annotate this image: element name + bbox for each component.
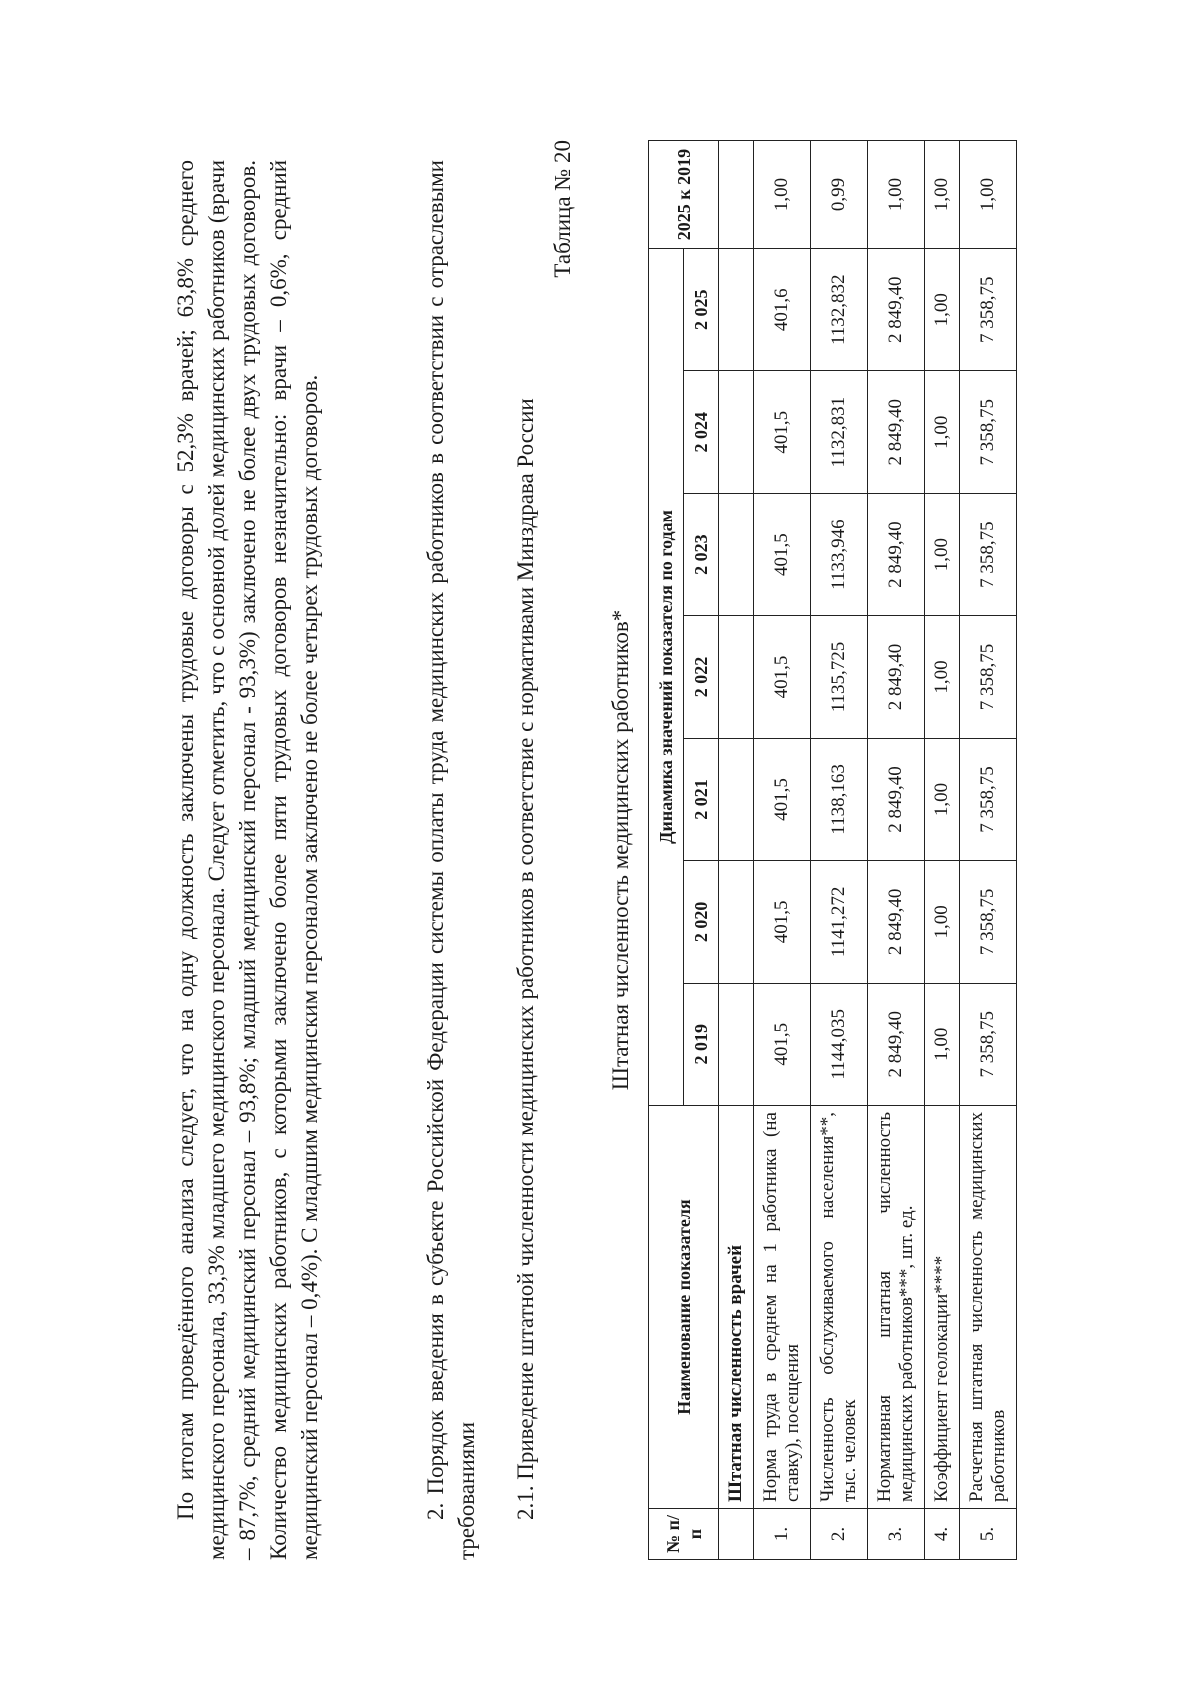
year-value: 1135,725 — [811, 616, 868, 738]
section-empty-cell — [719, 1509, 754, 1560]
table-row — [811, 141, 868, 1560]
year-value: 1,00 — [925, 861, 960, 983]
section-empty-cell — [719, 616, 754, 738]
year-value: 401,6 — [754, 249, 811, 371]
year-header: 2 022 — [684, 616, 719, 738]
table-number: Таблица № 20 — [550, 140, 575, 278]
year-value: 1138,163 — [811, 738, 868, 860]
subsection-heading-2-1: 2.1. Приведение штатной численности медицинских работников в соответствие с нормативами Минздрава России — [513, 398, 538, 1520]
staff-table — [648, 140, 1017, 1560]
year-value: 1132,831 — [811, 371, 868, 493]
year-value: 7 358,75 — [960, 861, 1017, 983]
row-number: 3. — [868, 1509, 925, 1560]
year-header: 2 023 — [684, 493, 719, 615]
year-value: 1133,946 — [811, 493, 868, 615]
section-empty-cell — [719, 249, 754, 371]
table-title: Штатная численность медицинских работников* — [608, 609, 633, 1091]
table-row — [925, 141, 960, 1560]
table-row — [960, 141, 1017, 1560]
year-value: 1,00 — [925, 371, 960, 493]
year-value: 1,00 — [925, 616, 960, 738]
section-empty-cell — [719, 493, 754, 615]
year-header: 2 025 — [684, 249, 719, 371]
section-label: Штатная численность врачей — [719, 1106, 754, 1509]
section-heading-2: 2. Порядок введения в субъекте Российской Федерации системы оплаты труда медицинских работников в соответствии с отраслевыми требованиями — [423, 160, 479, 1560]
year-value: 2 849,40 — [868, 371, 925, 493]
year-value: 7 358,75 — [960, 616, 1017, 738]
year-value: 1,00 — [925, 493, 960, 615]
indicator-name: Коэффициент геолокации**** — [925, 1106, 960, 1509]
table-row — [868, 141, 925, 1560]
year-value: 401,5 — [754, 861, 811, 983]
year-value: 401,5 — [754, 493, 811, 615]
year-value: 7 358,75 — [960, 738, 1017, 860]
indicator-name: Численность обслуживаемого населения**, тыс. человек — [811, 1106, 868, 1509]
year-header: 2 024 — [684, 371, 719, 493]
section-empty-cell — [719, 861, 754, 983]
year-value: 2 849,40 — [868, 249, 925, 371]
rotated-page — [100, 100, 1100, 1600]
header-number: № п/п — [649, 1509, 719, 1560]
header-dynamics: Динамика значений показателя по годам — [649, 249, 684, 1106]
row-number: 4. — [925, 1509, 960, 1560]
year-value: 1144,035 — [811, 983, 868, 1105]
year-value: 1141,272 — [811, 861, 868, 983]
ratio-value: 1,00 — [925, 141, 960, 249]
year-value: 1,00 — [925, 249, 960, 371]
year-header: 2 021 — [684, 738, 719, 860]
ratio-value: 1,00 — [868, 141, 925, 249]
year-value: 2 849,40 — [868, 493, 925, 615]
year-value: 1,00 — [925, 738, 960, 860]
table-row — [754, 141, 811, 1560]
ratio-value: 0,99 — [811, 141, 868, 249]
indicator-name: Нормативная штатная численность медицинских работников***, шт. ед. — [868, 1106, 925, 1509]
year-value: 401,5 — [754, 983, 811, 1105]
year-value: 1132,832 — [811, 249, 868, 371]
year-header: 2 019 — [684, 983, 719, 1105]
header-ratio: 2025 к 2019 — [649, 141, 719, 249]
header-indicator-name: Наименование показателя — [649, 1106, 719, 1509]
year-value: 401,5 — [754, 738, 811, 860]
year-value: 7 358,75 — [960, 371, 1017, 493]
section-empty-cell — [719, 983, 754, 1105]
analysis-paragraph: По итогам проведённого анализа следует, что на одну должность заключены трудовые договоры с 52,3% врачей; 63,8% среднего медицинского персонала, 33,3% младшего медицинского персонала. Следует отметить, что с основной долей медицинских работников (врачи – 87,7%, средний медицинский персонал – 93,8%; младший медицинский персонал - 93,3%) заключено не более двух трудовых договоров. Количество медицинских работников, с которыми заключено более пяти трудовых договоров незначительно: врачи – 0,6%, средний медицинский персонал – 0,4%). С младшим медицинским персоналом заключено не более четырех трудовых договоров. — [173, 160, 322, 1560]
year-value: 2 849,40 — [868, 616, 925, 738]
year-header: 2 020 — [684, 861, 719, 983]
row-number: 2. — [811, 1509, 868, 1560]
section-empty-cell — [719, 141, 754, 249]
year-value: 401,5 — [754, 616, 811, 738]
year-value: 2 849,40 — [868, 738, 925, 860]
ratio-value: 1,00 — [960, 141, 1017, 249]
section-empty-cell — [719, 371, 754, 493]
year-value: 7 358,75 — [960, 493, 1017, 615]
year-value: 2 849,40 — [868, 983, 925, 1105]
indicator-name: Норма труда в среднем на 1 работника (на ставку), посещения — [754, 1106, 811, 1509]
table-body — [719, 141, 1017, 1560]
row-number: 5. — [960, 1509, 1017, 1560]
table-row — [719, 141, 754, 1560]
ratio-value: 1,00 — [754, 141, 811, 249]
indicator-name: Расчетная штатная численность медицинских работников — [960, 1106, 1017, 1509]
section-empty-cell — [719, 738, 754, 860]
row-number: 1. — [754, 1509, 811, 1560]
year-value: 2 849,40 — [868, 861, 925, 983]
year-value: 7 358,75 — [960, 249, 1017, 371]
year-value: 7 358,75 — [960, 983, 1017, 1105]
year-value: 1,00 — [925, 983, 960, 1105]
year-value: 401,5 — [754, 371, 811, 493]
